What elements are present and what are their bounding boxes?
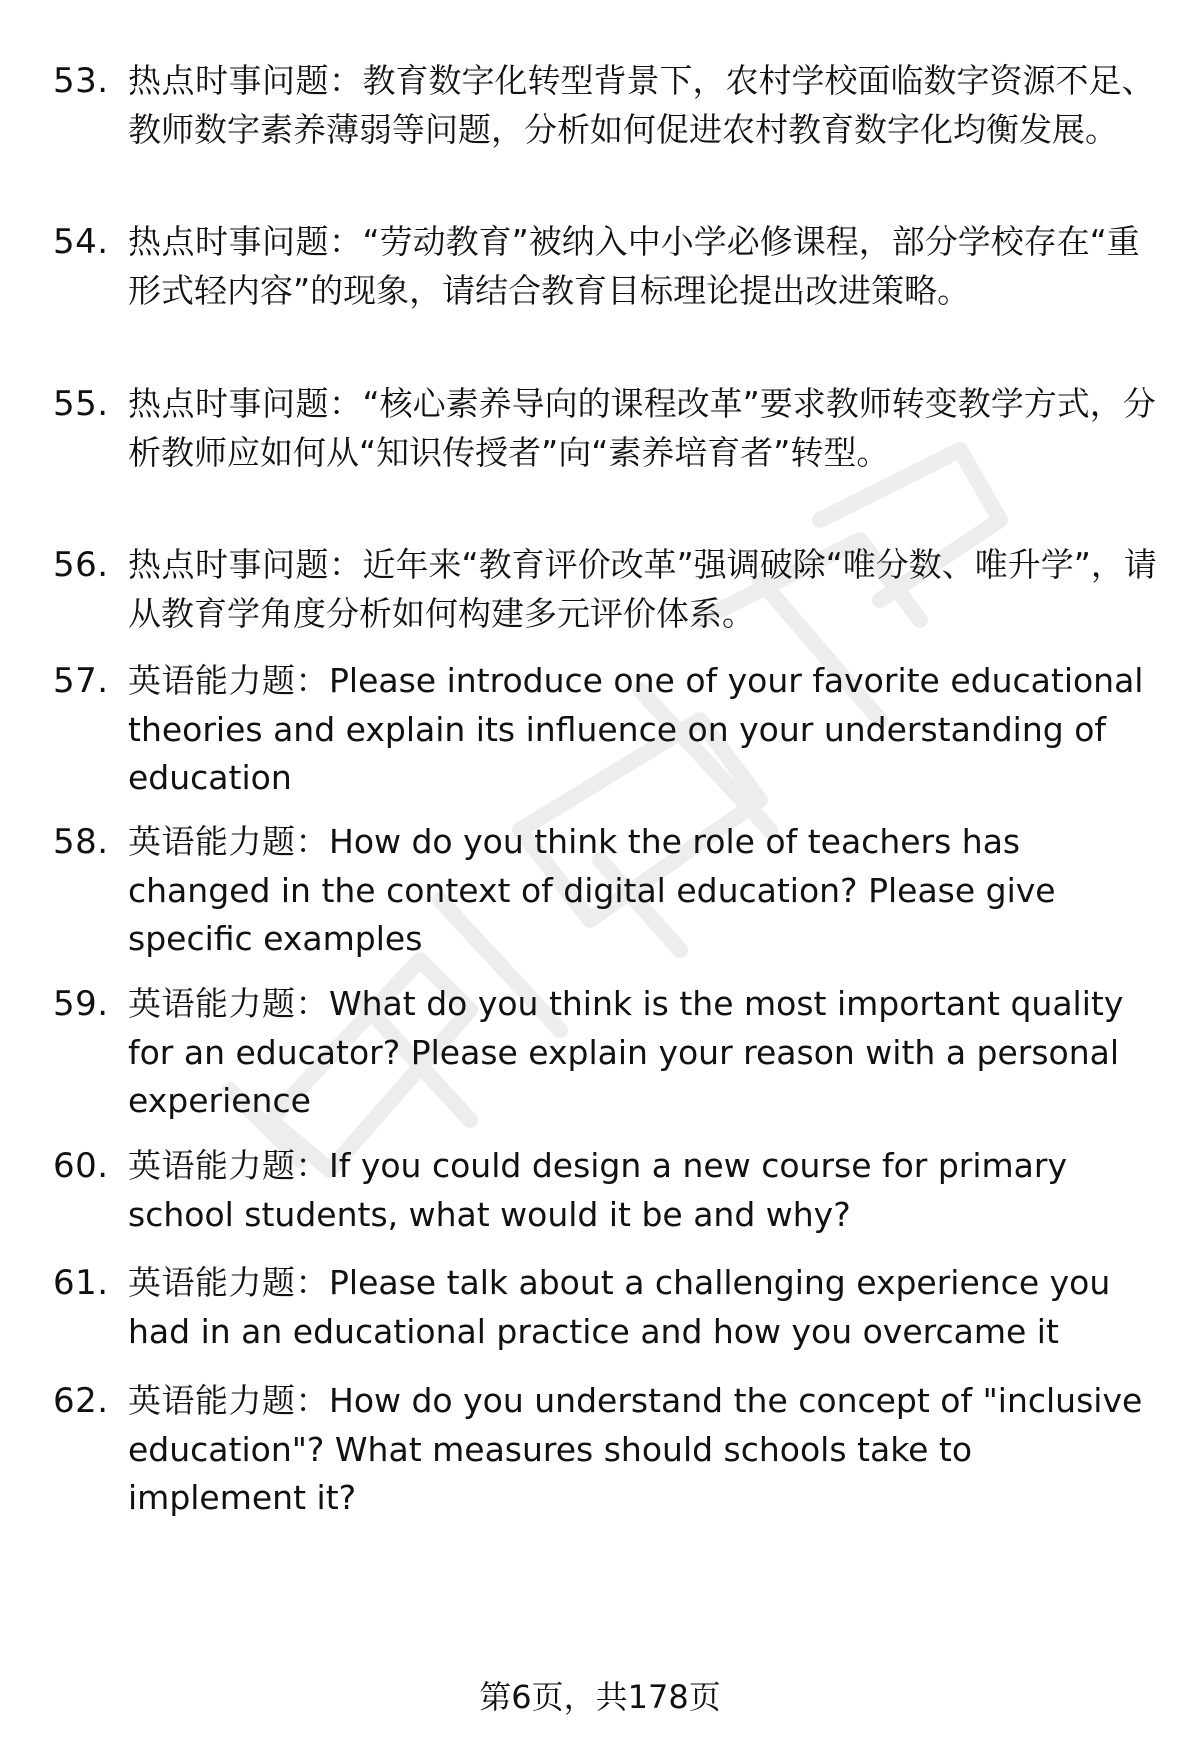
question-category: 热点时事问题：	[128, 222, 363, 261]
question-number: 59.	[53, 984, 109, 1024]
question-text	[128, 380, 1158, 477]
question-text	[128, 1259, 1158, 1356]
question-category: 英语能力题：	[128, 984, 329, 1023]
question-text	[128, 1377, 1158, 1523]
question-body: Please talk about a challenging experience you had in an educational practice and how you overcame it	[128, 1263, 1111, 1351]
page-footer	[0, 1675, 1200, 1719]
question-body: “劳动教育”被纳入中小学必修课程，部分学校存在“重形式轻内容”的现象，请结合教育目标理论提出改进策略。	[128, 222, 1140, 310]
question-text	[128, 57, 1158, 154]
question-number: 55.	[53, 384, 109, 424]
question-body: How do you understand the concept of "inclusive education"? What measures should schools take to implement it?	[128, 1381, 1143, 1517]
question-body: Please introduce one of your favorite educational theories and explain its influence on your understanding of education	[128, 661, 1144, 797]
question-body: If you could design a new course for primary school students, what would it be and why?	[128, 1146, 1068, 1234]
question-category: 热点时事问题：	[128, 545, 363, 584]
question-body: “核心素养导向的课程改革”要求教师转变教学方式，分析教师应如何从“知识传授者”向“素养培育者”转型。	[128, 384, 1156, 472]
question-body: 教育数字化转型背景下，农村学校面临数字资源不足、教师数字素养薄弱等问题，分析如何促进农村教育数字化均衡发展。	[128, 61, 1155, 149]
question-category: 英语能力题：	[128, 661, 329, 700]
question-body: 近年来“教育评价改革”强调破除“唯分数、唯升学”，请从教育学角度分析如何构建多元评价体系。	[128, 545, 1157, 633]
question-text	[128, 980, 1158, 1126]
question-text	[128, 818, 1158, 964]
question-body: What do you think is the most important quality for an educator? Please explain your reason with a personal experience	[128, 984, 1124, 1120]
question-number: 60.	[53, 1146, 109, 1186]
question-number: 57.	[53, 661, 109, 701]
question-number: 61.	[53, 1263, 109, 1303]
question-number: 54.	[53, 222, 109, 262]
question-number: 58.	[53, 822, 109, 862]
question-text	[128, 218, 1158, 315]
question-category: 热点时事问题：	[128, 61, 363, 100]
question-category: 英语能力题：	[128, 822, 329, 861]
question-category: 英语能力题：	[128, 1381, 329, 1420]
question-number: 53.	[53, 61, 109, 101]
question-text	[128, 657, 1158, 803]
page-number-label: 第6页，共178页	[479, 1678, 721, 1716]
question-text	[128, 1142, 1158, 1239]
question-number: 56.	[53, 545, 109, 585]
question-number: 62.	[53, 1381, 109, 1421]
question-category: 英语能力题：	[128, 1146, 329, 1185]
question-category: 英语能力题：	[128, 1263, 329, 1302]
question-body: How do you think the role of teachers has changed in the context of digital education? Please give specific examples	[128, 822, 1056, 958]
question-text	[128, 541, 1158, 638]
question-category: 热点时事问题：	[128, 384, 363, 423]
